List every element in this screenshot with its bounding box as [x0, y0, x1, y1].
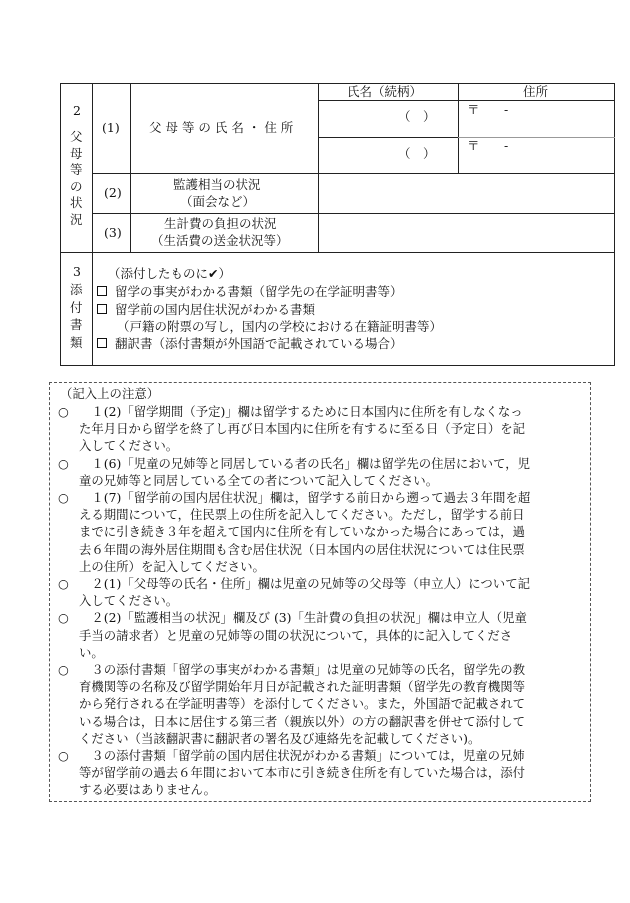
note-line: える期間について，住民票上の住所を記入してください。ただし，留学する前日: [79, 507, 525, 523]
note-line: ください（当該翻訳書に翻訳者の署名及び連絡先を記載してください)。: [79, 730, 481, 746]
note-line: ２(2)「監護相当の状況」欄及び (3)「生計費の負担の状況」欄は申立人（児童: [79, 610, 527, 626]
label-char: 父: [70, 129, 83, 144]
note-line: ３の添付書類「留学前の国内居住状況がわかる書類」については，児童の兄姉: [79, 748, 525, 763]
bullet-marker: ○: [58, 404, 69, 419]
label-char: 況: [70, 211, 83, 227]
bullet-marker: ○: [58, 490, 69, 505]
note-line: 等が留学前の過去６年間において本市に引き続き住所を有していた場合は，添付: [79, 765, 526, 781]
note-line: い。: [79, 644, 104, 660]
checkbox[interactable]: [97, 304, 107, 314]
section2-number: 2: [73, 103, 81, 118]
row1-label: 父 母 等 の 氏 名 ・ 住 所: [149, 120, 294, 135]
attachment-label-1: 留学の事実がわかる書類（留学先の在学証明書等）: [115, 284, 403, 299]
checkbox[interactable]: [97, 286, 107, 296]
row2-label-line1: 監護相当の状況: [173, 177, 261, 192]
label-char: 添: [70, 282, 83, 297]
label-char: 等: [70, 162, 83, 177]
notes-box: [49, 382, 591, 802]
attachment-item-1[interactable]: [97, 286, 403, 299]
row1-postal-1: 〒 -: [467, 102, 509, 117]
attachment-label-3: 翻訳書（添付書類が外国語で記載されている場合）: [115, 336, 403, 351]
note-line: いる場合は，日本に居住する第三者（親族以外）の方の翻訳書を併せて添付して: [79, 713, 526, 729]
name-input-1[interactable]: [320, 102, 456, 135]
label-char: 状: [70, 195, 83, 210]
note-line: １(2)「留学期間（予定)」欄は留学するために日本国内に住所を有しなくなっ: [79, 404, 523, 419]
note-line: ３の添付書類「留学の事実がわかる書類」は児童の兄姉等の氏名，留学先の教: [79, 662, 526, 677]
address-input-1[interactable]: [460, 102, 612, 135]
note-line: 入してください。: [79, 593, 179, 609]
label-char: の: [70, 178, 83, 194]
name-input-2[interactable]: [320, 139, 456, 172]
attachment-item-2-sub: （戸籍の附票の写し，国内の学校における在籍証明書等）: [117, 319, 443, 334]
address-input-2[interactable]: [460, 139, 612, 172]
note-line: た年月日から留学を終了し再び日本国内に住所を有するに至る日（予定日）を記: [79, 421, 526, 437]
bullet-marker: ○: [58, 455, 69, 471]
note-line: ２(1)「父母等の氏名・住所」欄は児童の兄姉等の父母等（申立人）について記: [79, 576, 530, 591]
row1-postal-2: 〒 -: [467, 138, 509, 153]
row1-paren-2: （ ）: [398, 146, 436, 161]
bullet-marker: ○: [58, 662, 69, 677]
living-cost-input[interactable]: [320, 215, 612, 251]
attachment-item-3[interactable]: [97, 338, 403, 351]
notes-title: （記入上の注意）: [60, 386, 160, 401]
note-line: 童の兄姉等と同居している全ての者について記入してください。: [79, 472, 439, 488]
note-line: から発行される在学証明書等）を添付してください。また，外国語で記載されて: [79, 696, 526, 712]
row3-number: (3): [104, 225, 122, 240]
attachment-item-2[interactable]: [97, 304, 315, 317]
header-name: 氏名（続柄）: [347, 84, 423, 99]
note-line: 育機関等の名称及び留学開始年月日が記載された証明書類（留学先の教育機関等: [79, 679, 526, 695]
note-line: する必要はありません。: [79, 782, 217, 798]
note-line: １(6)「児童の兄姉等と同居している者の氏名」欄は留学先の住居において，児: [79, 455, 530, 471]
row1-paren-1: （ ）: [398, 109, 436, 124]
label-char: 母: [70, 145, 83, 161]
row2-label-line2: （面会など）: [180, 194, 256, 209]
note-line: 手当の請求者）と児童の兄姉等の間の状況について，具体的に記入してくださ: [79, 627, 513, 643]
note-line: 去６年間の海外居住期間も含む居住状況（日本国内の居住状況については住民票: [79, 541, 525, 557]
section3-number: 3: [73, 264, 81, 279]
row3-label-line2: （生活費の送金状況等）: [151, 233, 289, 248]
attachment-label-2: 留学前の国内居住状況がわかる書類: [115, 302, 316, 317]
label-char: 付: [70, 299, 83, 315]
custody-status-input[interactable]: [320, 175, 612, 211]
row3-label-line1: 生計費の負担の状況: [164, 216, 277, 231]
note-line: までに引き続き３年を超えて国内に住所を有していなかった場合にあっては，過: [79, 524, 525, 540]
row1-number: (1): [102, 120, 120, 135]
label-char: 書: [70, 317, 83, 332]
checkbox[interactable]: [97, 338, 107, 348]
note-line: １(7)「留学前の国内居住状況」欄は，留学する前日から遡って過去３年間を超: [79, 490, 531, 505]
header-address: 住所: [523, 84, 549, 99]
bullet-marker: ○: [58, 610, 69, 626]
row2-number: (2): [104, 185, 122, 200]
note-line: 入してください。: [79, 438, 179, 454]
attachments-intro: （添付したものに✔）: [108, 266, 231, 281]
label-char: 類: [70, 334, 83, 350]
bullet-marker: ○: [58, 576, 69, 591]
note-line: 上の住所）を記入してください。: [79, 558, 265, 574]
bullet-marker: ○: [58, 748, 69, 763]
